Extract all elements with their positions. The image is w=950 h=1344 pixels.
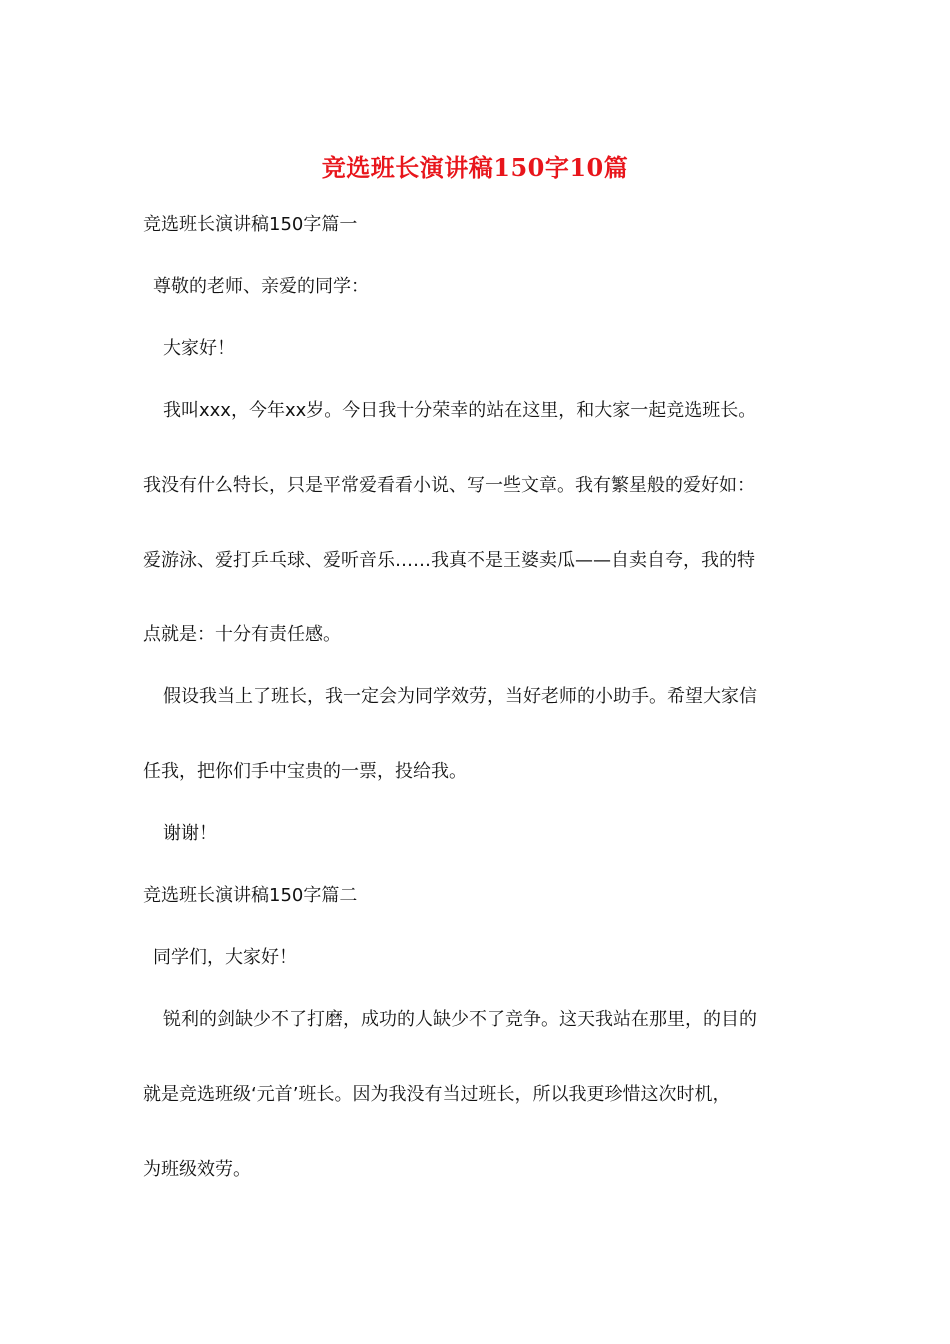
paragraph-line: 为班级效劳。 [143, 1159, 251, 1180]
section-heading-2: 竞选班长演讲稿150字篇二 [143, 885, 358, 906]
paragraph-line: 爱游泳、爱打乒乓球、爱听音乐……我真不是王婆卖瓜——自卖自夸，我的特 [143, 550, 755, 571]
paragraph-line: 点就是：十分有责任感。 [143, 624, 341, 645]
paragraph-line: 就是竞选班级‘元首’班长。因为我没有当过班长，所以我更珍惜这次时机， [143, 1084, 731, 1105]
paragraph-line: 任我，把你们手中宝贵的一票，投给我。 [143, 761, 467, 782]
document-title: 竞选班长演讲稿150字10篇 [321, 153, 629, 182]
paragraph-line: 谢谢！ [163, 823, 217, 844]
paragraph-line: 同学们，大家好！ [153, 947, 297, 968]
paragraph-line: 尊敬的老师、亲爱的同学： [153, 276, 369, 297]
paragraph-line: 我没有什么特长，只是平常爱看看小说、写一些文章。我有繁星般的爱好如： [143, 475, 755, 496]
section-heading-1: 竞选班长演讲稿150字篇一 [143, 214, 358, 235]
paragraph-line: 大家好！ [163, 338, 235, 359]
paragraph-line: 锐利的剑缺少不了打磨，成功的人缺少不了竞争。这天我站在那里，的目的 [163, 1009, 757, 1030]
paragraph-line: 假设我当上了班长，我一定会为同学效劳，当好老师的小助手。希望大家信 [163, 686, 757, 707]
paragraph-line: 我叫xxx，今年xx岁。今日我十分荣幸的站在这里，和大家一起竞选班长。 [163, 400, 757, 421]
